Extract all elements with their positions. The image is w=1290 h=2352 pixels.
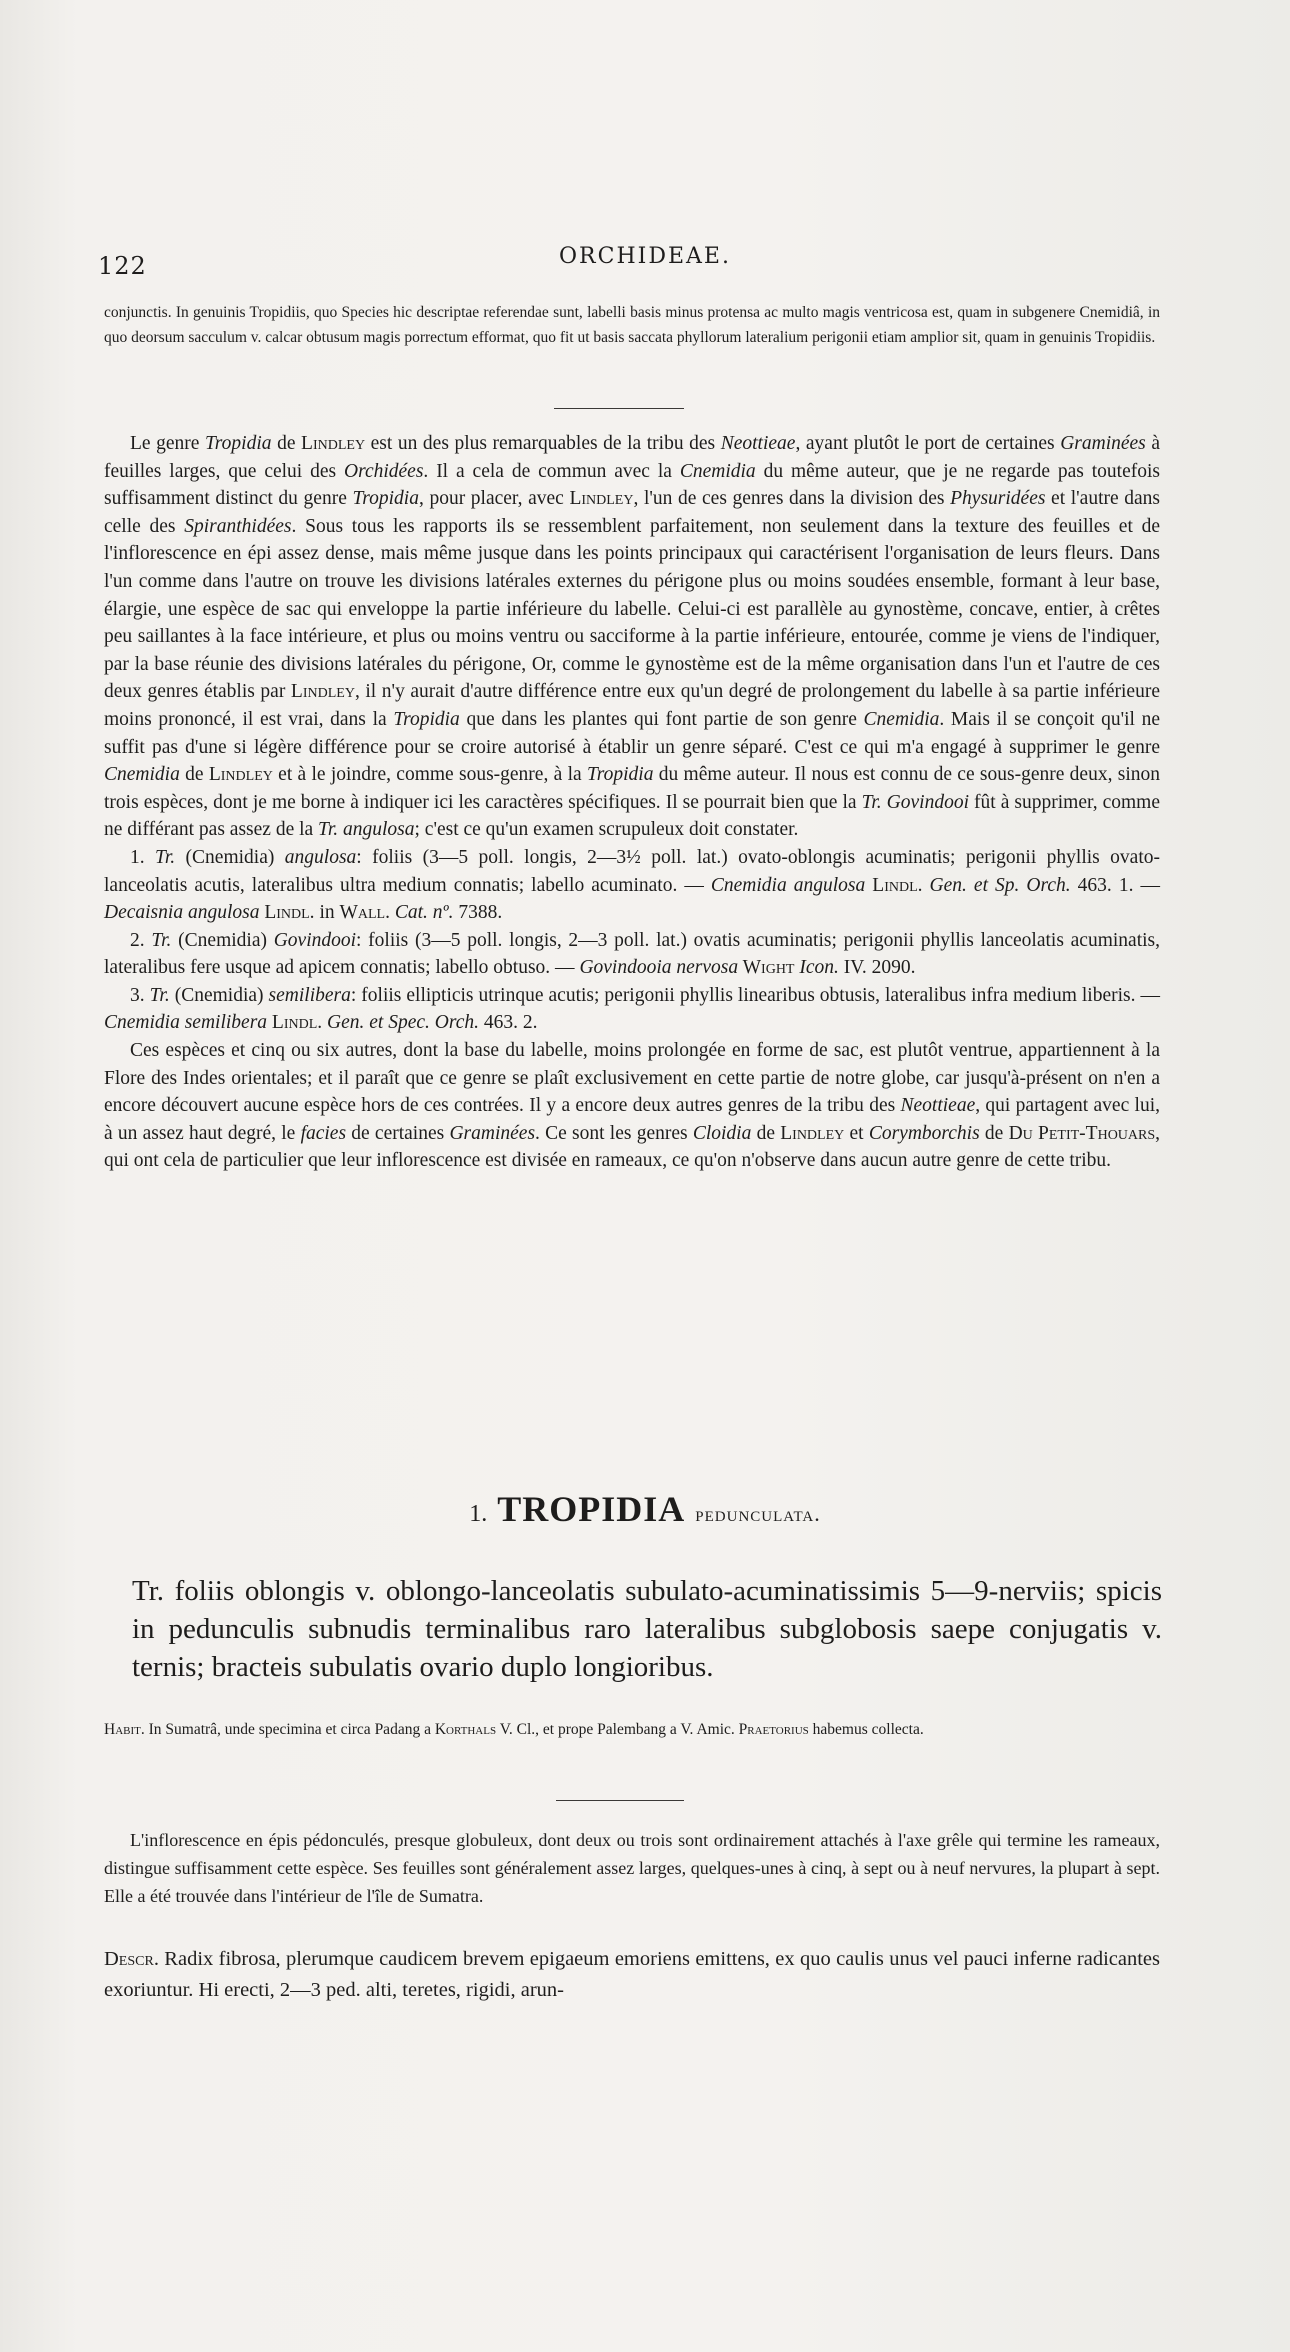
- commentary-paragraph-2: Ces espèces et cinq ou six autres, dont la base du labelle, moins prolongée en forme de sac, est plutôt ventrue, appartiennent à la Flore des Indes orientales; et il paraît que ce genre se plaît exclusivement en cette partie de notre globe, car jusqu'à-présent on n'en a encore découvert aucune espèce hors de ces contrées. Il y a encore deux autres genres de la tribu des Neottieae, qui partagent avec lui, à un assez haut degré, le facies de certaines Graminées. Ce sont les genres Cloidia de Lindley et Corymborchis de Du Petit-Thouars, qui ont cela de particulier que leur inflorescence est divisée en rameaux, ce qu'on n'observe dans aucun autre genre de cette tribu.: [104, 1040, 1161, 1172]
- species-heading-number: 1.: [469, 1501, 488, 1527]
- intro-note: [104, 300, 1160, 350]
- species-entry-1: 1. Tr. (Cnemidia) angulosa: foliis (3—5 poll. longis, 2—3½ poll. lat.) ovato-oblongis acuminatis; perigonii phyllis ovato-lanceolatis acutis, lateralibus ultra medium connatis; labello acuminato. — Cnemidia angulosa Lindl. Gen. et Sp. Orch. 463. 1. — Decaisnia angulosa Lindl. in Wall. Cat. nº. 7388.: [104, 846, 1160, 924]
- species-diagnosis: Tr. foliis oblongis v. oblongo-lanceolatis subulato-acuminatissimis 5—9-nerviis; spicis in pedunculis subnudis terminalibus raro lateralibus subglobosis saepe conjugatis v. ternis; bracteis subulatis ovario duplo longioribus.: [132, 1575, 1162, 1683]
- inflorescence-note: L'inflorescence en épis pédonculés, presque globuleux, dont deux ou trois sont ordinairement attachés à l'axe grêle qui termine les rameaux, distingue suffisamment cette espèce. Ses feuilles sont généralement assez larges, quelques-unes à cinq, à sept ou à neuf nervures, la plupart à sept. Elle a été trouvée dans l'intérieur de l'île de Sumatra.: [104, 1830, 1160, 1906]
- page-number: 122: [98, 252, 147, 280]
- section-rule: [554, 408, 684, 409]
- species-entry-2: 2. Tr. (Cnemidia) Govindooi: foliis (3—5 poll. longis, 2—3 poll. lat.) ovatis acuminatis; perigonii phyllis lanceolatis acuminatis, lateralibus fere usque ad apicem connatis; labello obtuso. — Govindooia nervosa Wight Icon. IV. 2090.: [104, 929, 1160, 979]
- species-heading-genus: TROPIDIA: [497, 1489, 686, 1529]
- section-rule-2: [556, 1800, 684, 1801]
- description-paragraph: [104, 1944, 1160, 2006]
- description-lead: Descr.: [104, 1948, 159, 1970]
- intro-note-text: conjunctis. In genuinis Tropidiis, quo Species hic descriptae referendae sunt, labelli basis minus protensa ac multo magis ventricosa est, quam in subgenere Cnemidiâ, in quo deorsum sacculum v. calcar obtusum magis porrectum efformat, quo fit ut basis saccata phyllorum lateralium perigonii etiam amplior sit, quam in genuinis Tropidiis.: [104, 304, 1160, 346]
- running-title: ORCHIDEAE.: [559, 244, 731, 269]
- description-text: Radix fibrosa, plerumque caudicem brevem epigaeum emoriens emittens, ex quo caulis unus vel pauci inferne radicantes exoriuntur. Hi erecti, 2—3 ped. alti, teretes, rigidi, arun-: [104, 1948, 1160, 2001]
- genus-commentary: [104, 430, 1160, 1175]
- habitat-note: Habit. In Sumatrâ, unde specimina et circa Padang a Korthals V. Cl., et prope Palembang a V. Amic. Praetorius habemus collecta.: [104, 1721, 924, 1738]
- species-heading: [0, 1488, 1290, 1530]
- running-head: [0, 238, 1290, 278]
- species-heading-epithet: pedunculata.: [695, 1501, 821, 1526]
- species-entry-3: 3. Tr. (Cnemidia) semilibera: foliis ellipticis utrinque acutis; perigonii phyllis linearibus obtusis, lateralibus infra medium liberis. — Cnemidia semilibera Lindl. Gen. et Spec. Orch. 463. 2.: [104, 984, 1161, 1034]
- commentary-paragraph: Le genre Tropidia de Lindley est un des plus remarquables de la tribu des Neottieae, ayant plutôt le port de certaines Graminées à feuilles larges, que celui des Orchidées. Il a cela de commun avec la Cnemidia du même auteur, que je ne regarde pas toutefois suffisamment distinct du genre Tropidia, pour placer, avec Lindley, l'un de ces genres dans la division des Physuridées et l'autre dans celle des Spiranthidées. Sous tous les rapports ils se ressemblent parfaitement, non seulement dans la texture des feuilles et de l'inflorescence en épi assez dense, mais même jusque dans les points principaux qui caractérisent l'organisation de leurs fleurs. Dans l'un comme dans l'autre on trouve les divisions latérales externes du périgone plus ou moins soudées ensemble, formant à leur base, élargie, une espèce de sac qui enveloppe la partie inférieure du labelle. Celui-ci est parallèle au gynostème, concave, entier, à crêtes peu saillantes à la face intérieure, et plus ou moins ventru ou sacciforme à la partie inférieure, entourée, comme je viens de l'indiquer, par la base réunie des divisions latérales du périgone, Or, comme le gynostème est de la même organisation dans l'un et l'autre de ces deux genres établis par Lindley, il n'y aurait d'autre différence entre eux qu'un degré de prolongement du labelle à sa partie inférieure moins prononcé, il est vrai, dans la Tropidia que dans les plantes qui font partie de son genre Cnemidia. Mais il se conçoit qu'il ne suffit pas d'une si légère différence pour se croire autorisé à établir un genre séparé. C'est ce qui m'a engagé à supprimer le genre Cnemidia de Lindley et à le joindre, comme sous-genre, à la Tropidia du même auteur. Il nous est connu de ce sous-genre deux, sinon trois espèces, dont je me borne à indiquer ici les caractères spécifiques. Il se pourrait bien que la Tr. Govindooi fût à supprimer, comme ne différant pas assez de la Tr. angulosa; c'est ce qu'un examen scrupuleux doit constater.: [104, 433, 1161, 841]
